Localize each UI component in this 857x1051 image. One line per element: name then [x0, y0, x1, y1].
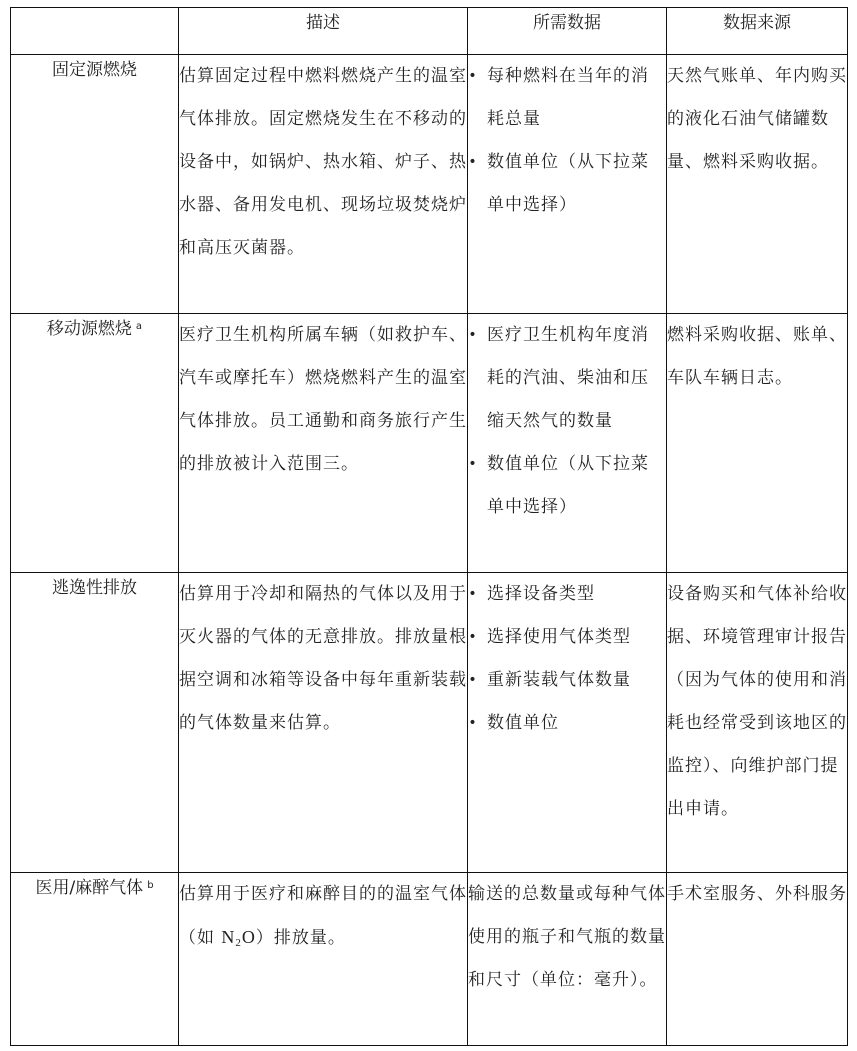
bullet-icon: • — [468, 68, 478, 84]
description-cell: 估算固定过程中燃料燃烧产生的温室气体排放。固定燃烧发生在不移动的设备中，如锅炉、热水箱、炉子、热水器、备用发电机、现场垃圾焚烧炉和高压灭菌器。 — [179, 55, 468, 314]
header-category — [11, 8, 179, 55]
category-cell: 逃逸性排放 — [11, 573, 179, 873]
list-item: • 数值单位（从下拉菜单中选择） — [468, 141, 666, 227]
bullet-icon: • — [468, 672, 478, 688]
header-data-source: 数据来源 — [667, 8, 848, 55]
data-source-cell: 燃料采购收据、账单、车队车辆日志。 — [667, 314, 848, 573]
required-data-cell — [468, 573, 667, 873]
data-source-cell: 设备购买和气体补给收据、环境管理审计报告（因为气体的使用和消耗也经常受到该地区的监控）、向维护部门提出申请。 — [667, 573, 848, 873]
list-item: • 数值单位 — [468, 702, 666, 745]
bullet-icon: • — [468, 629, 478, 645]
bullet-icon: • — [468, 715, 478, 731]
list-item: • 选择设备类型 — [468, 573, 666, 616]
required-data-cell: 输送的总数量或每种气体使用的瓶子和气瓶的数量和尺寸（单位：毫升）。 — [468, 873, 667, 1046]
footnote-marker: a — [135, 321, 143, 332]
category-cell: 医用/麻醉气体 $^b$ — [11, 873, 179, 1046]
table-row — [11, 573, 848, 873]
category-cell: 固定源燃烧 — [11, 55, 179, 314]
bullet-icon: • — [468, 456, 478, 472]
data-source-cell: 天然气账单、年内购买的液化石油气储罐数量、燃料采购收据。 — [667, 55, 848, 314]
chemical-formula: $N_2O$ — [221, 927, 256, 949]
bullet-icon: • — [468, 327, 478, 343]
description-cell: 估算用于冷却和隔热的气体以及用于灭火器的气体的无意排放。排放量根据空调和冰箱等设备中每年重新装载的气体数量来估算。 — [179, 573, 468, 873]
list-item: • 每种燃料在当年的消耗总量 — [468, 55, 666, 141]
list-item: • 医疗卫生机构年度消耗的汽油、柴油和压缩天然气的数量 — [468, 314, 666, 443]
footnote-marker: b — [147, 880, 154, 891]
table-row — [11, 873, 848, 1046]
description-cell: 医疗卫生机构所属车辆（如救护车、汽车或摩托车）燃烧燃料产生的温室气体排放。员工通勤和商务旅行产生的排放被计入范围三。 — [179, 314, 468, 573]
header-required-data: 所需数据 — [468, 8, 667, 55]
required-data-cell — [468, 314, 667, 573]
list-item: • 选择使用气体类型 — [468, 616, 666, 659]
bullet-icon: • — [468, 154, 478, 170]
required-data-cell — [468, 55, 667, 314]
list-item: • 重新装载气体数量 — [468, 659, 666, 702]
emissions-table — [10, 7, 848, 1046]
table-row — [11, 55, 848, 314]
bullet-icon: • — [468, 586, 478, 602]
table-row — [11, 314, 848, 573]
category-cell: 移动源燃烧 $^a$ — [11, 314, 179, 573]
table-header-row — [11, 8, 848, 55]
list-item: • 数值单位（从下拉菜单中选择） — [468, 443, 666, 529]
data-source-cell: 手术室服务、外科服务 — [667, 873, 848, 1046]
header-description: 描述 — [179, 8, 468, 55]
description-cell: 估算用于医疗和麻醉目的的温室气体（如 $N_2O$）排放量。 — [179, 873, 468, 1046]
